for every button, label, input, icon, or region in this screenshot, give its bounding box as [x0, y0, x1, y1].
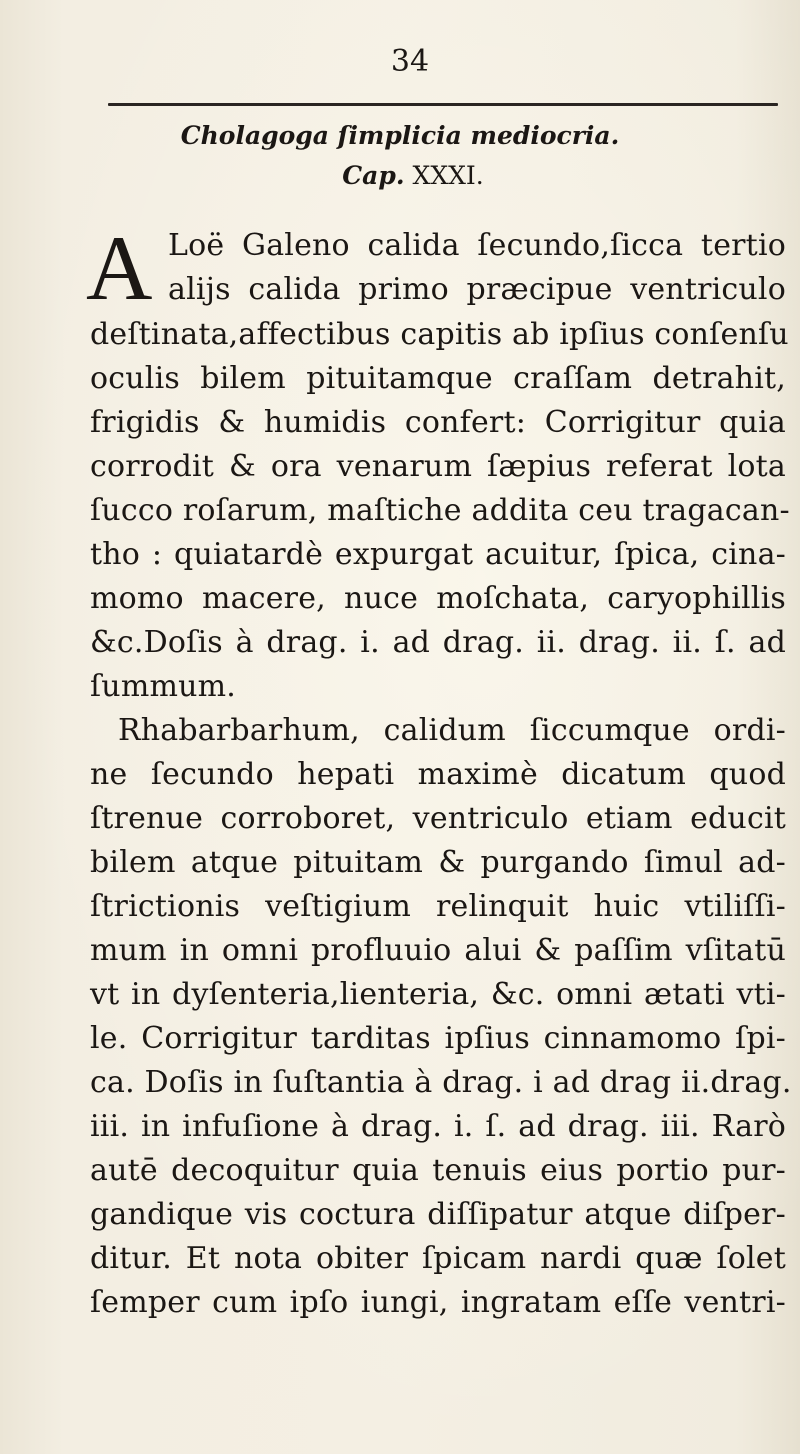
text-line: ditur. Et nota obiter ſpicam nardi quæ ſolet: [90, 1241, 786, 1276]
text-line: bilem atque pituitam & purgando ſimul ad-: [90, 845, 786, 880]
text-line: autē decoquitur quia tenuis eius portio pur-: [90, 1153, 786, 1188]
text-line: &c.Doſis à drag. i. ad drag. ii. drag. ii. ſ. ad: [90, 625, 786, 660]
text-line: ſtrenue corroboret, ventriculo etiam educit: [90, 801, 786, 836]
text-line: deſtinata,affectibus capitis ab ipſius conſenſu: [90, 317, 789, 352]
chapter-number: XXXI.: [412, 161, 484, 190]
chapter-heading: [0, 160, 800, 192]
chapter-label: Cap.: [342, 161, 405, 190]
text-line: ne ſecundo hepati maximè dicatum quod: [90, 757, 786, 792]
text-line: mum in omni profluuio alui & paſſim vſitatū: [90, 933, 786, 968]
text-line: ca. Doſis in ſuſtantia à drag. i ad drag ii.drag.: [90, 1065, 792, 1100]
text-line: alijs calida primo præcipue ventriculo: [168, 272, 786, 307]
header-rule: [108, 103, 778, 106]
text-line: Loë Galeno calida ſecundo,ſicca tertio: [168, 228, 786, 263]
text-line: tho : quiatardè expurgat acuitur, ſpica, cina-: [90, 537, 786, 572]
text-line: ſemper cum ipſo iungi, ingratam eſſe ventri-: [90, 1285, 786, 1320]
drop-cap: A: [86, 217, 153, 319]
text-line: ſtrictionis veſtigium relinquit huic vtiliſſi-: [90, 889, 786, 924]
text-line: iii. in infuſione à drag. i. ſ. ad drag. iii. Rarò: [90, 1109, 786, 1144]
text-line: oculis bilem pituitamque craſſam detrahit,: [90, 361, 786, 396]
running-title: Cholagoga ſimplicia mediocria.: [180, 121, 620, 150]
text-line: le. Corrigitur tarditas ipſius cinnamomo ſpi-: [90, 1021, 786, 1056]
text-line: Rhabarbarhum, calidum ſiccumque ordi-: [118, 713, 786, 748]
text-line: corrodit & ora venarum ſæpius referat lota: [90, 449, 786, 484]
text-line: gandique vis coctura diſſipatur atque diſper-: [90, 1197, 786, 1232]
text-line: ſucco roſarum, maſtiche addita ceu tragacan-: [90, 493, 790, 528]
text-line: vt in dyſenteria,lienteria, &c. omni ætati vti-: [90, 977, 786, 1012]
text-line: ſummum.: [90, 669, 237, 704]
text-line: momo macere, nuce moſchata, caryophillis: [90, 581, 786, 616]
text-line: frigidis & humidis confert: Corrigitur quia: [90, 405, 786, 440]
page-number: 34: [390, 44, 430, 79]
